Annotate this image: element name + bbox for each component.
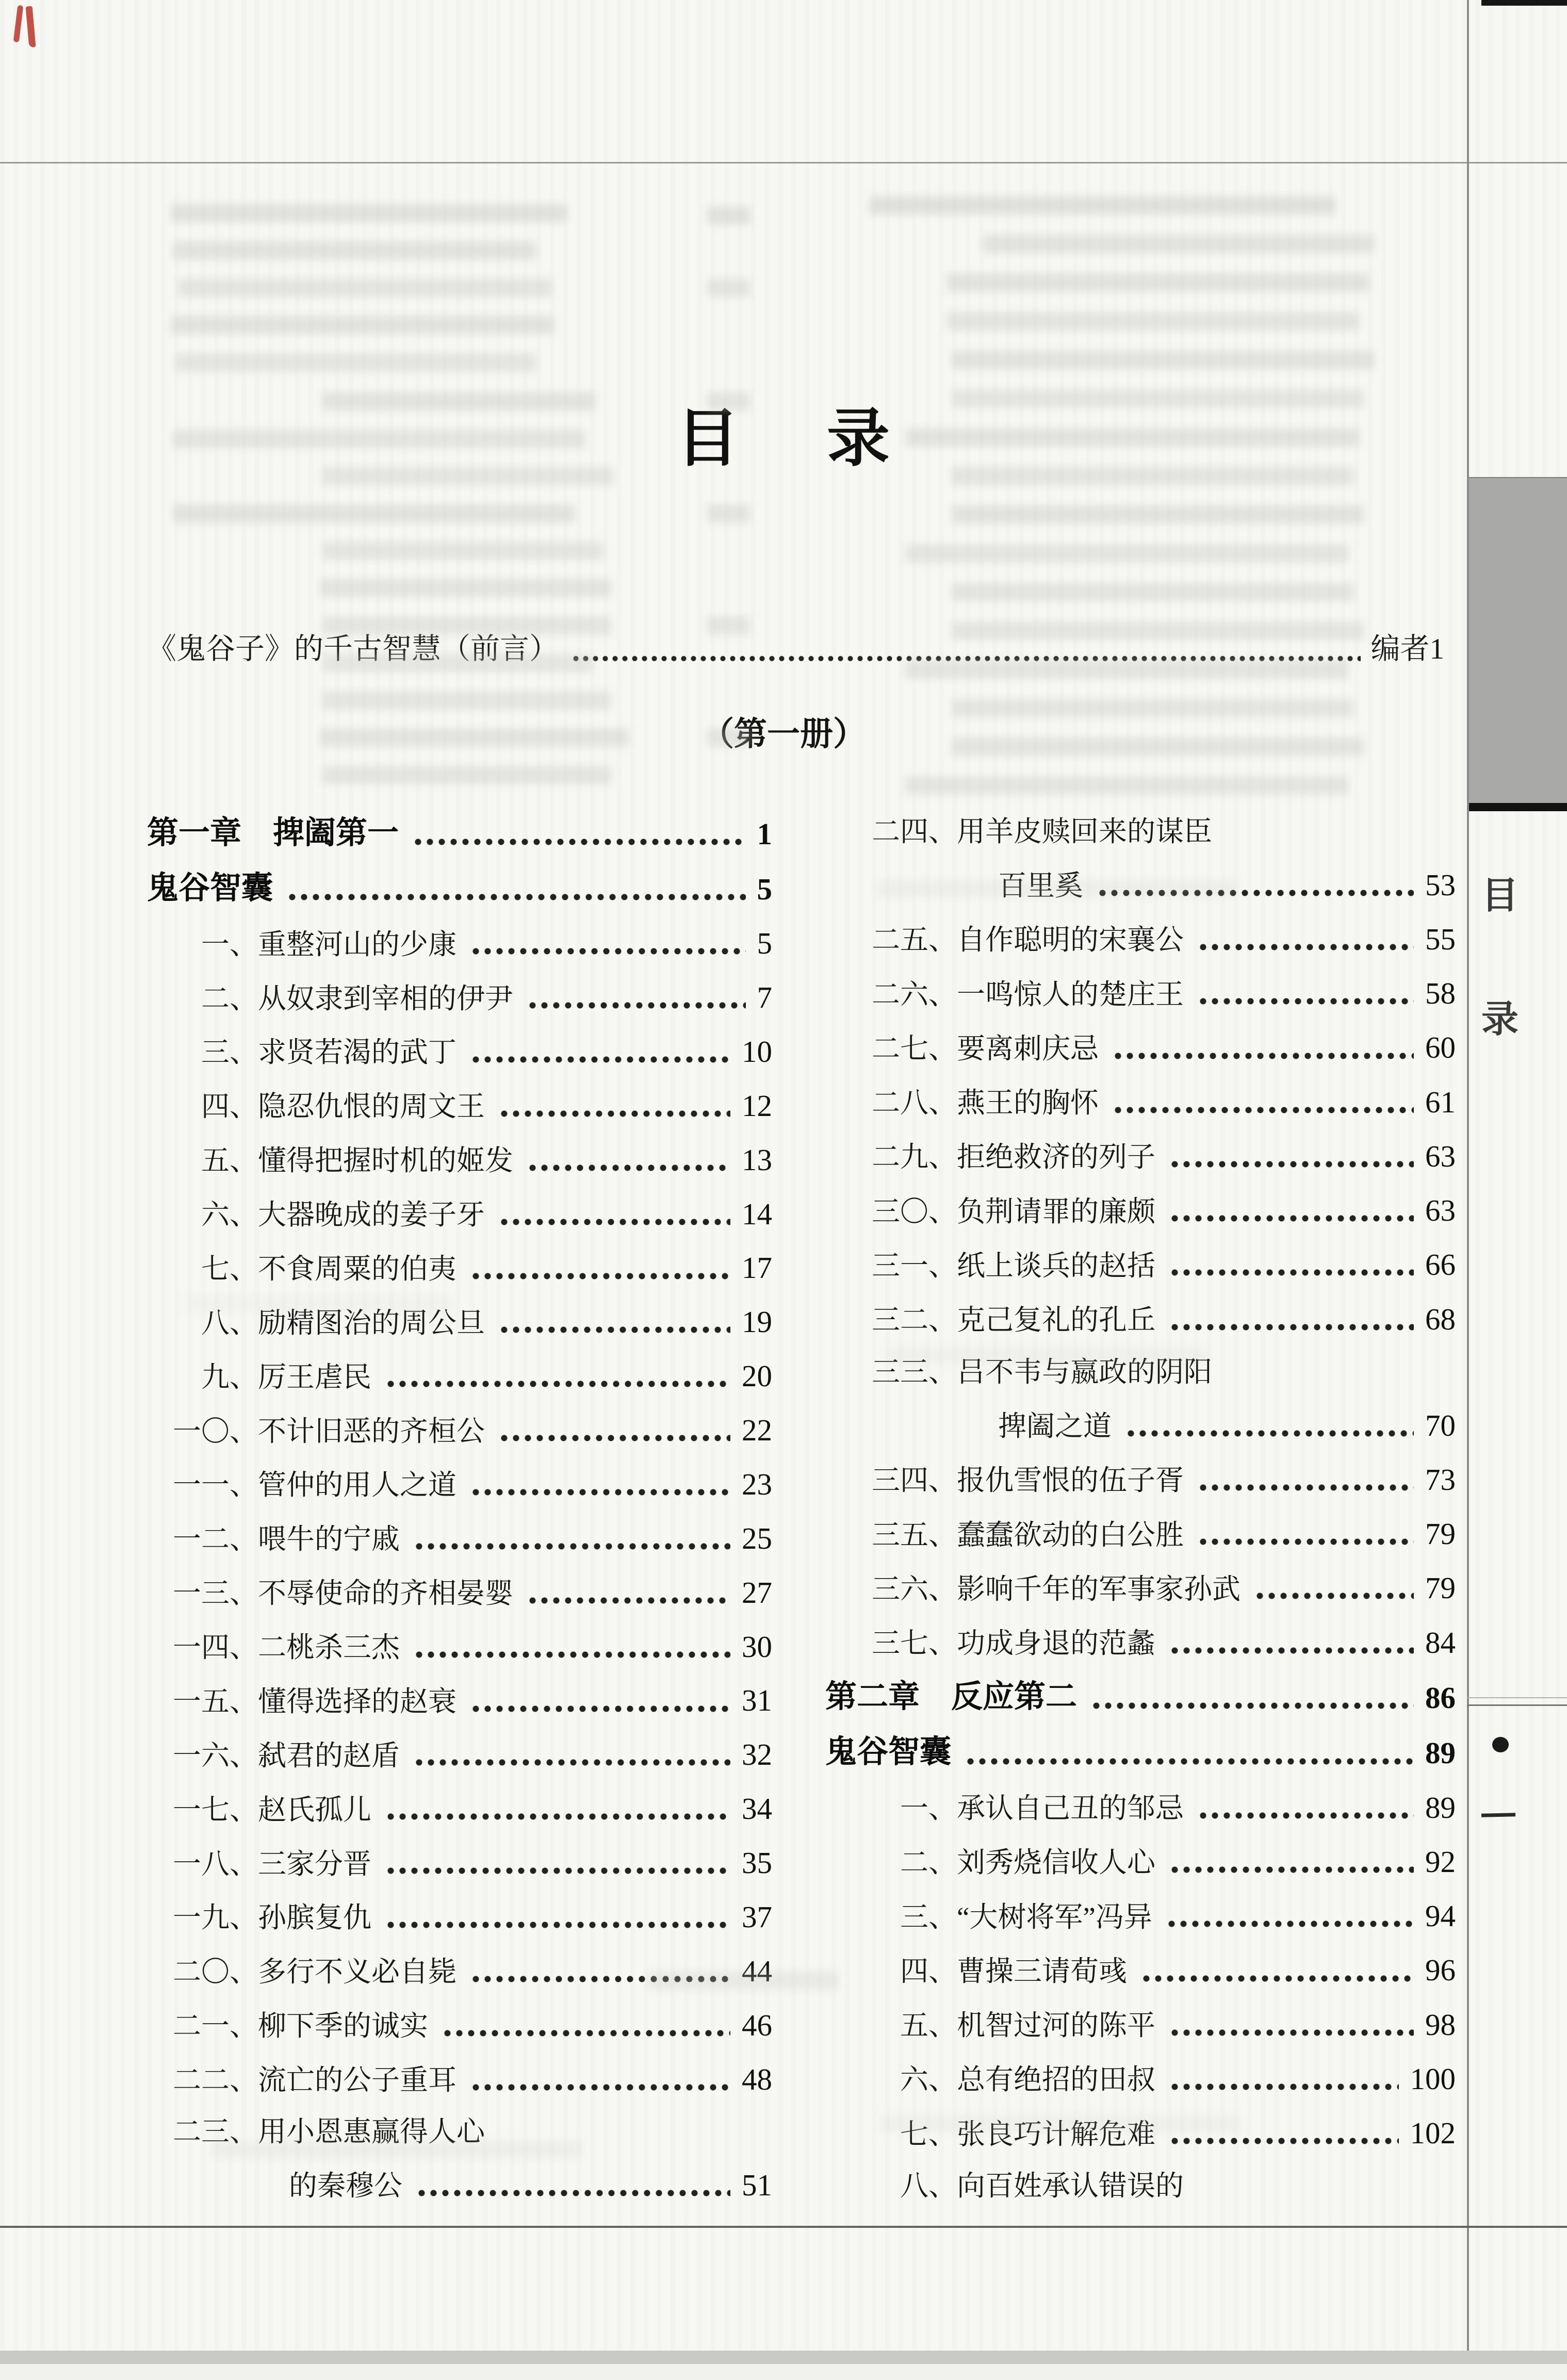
toc-page-number: 19 xyxy=(742,1305,772,1339)
dot-leader xyxy=(1197,1537,1414,1546)
bleedthrough-ghost-text xyxy=(178,278,552,297)
bleedthrough-ghost-text xyxy=(869,196,1336,215)
bleedthrough-ghost-text xyxy=(707,206,750,225)
dot-leader xyxy=(1197,997,1414,1006)
page-top-edge-line xyxy=(0,162,1567,163)
toc-row xyxy=(825,1571,1456,1605)
margin-rule-line xyxy=(1467,1697,1567,1698)
toc-entry-title: 二桃杀三杰 xyxy=(258,1632,400,1664)
toc-row xyxy=(147,1630,772,1664)
toc-row xyxy=(825,816,1456,848)
bleedthrough-ghost-text xyxy=(320,579,611,597)
dot-leader xyxy=(385,1921,730,1929)
toc-page-number: 84 xyxy=(1425,1625,1456,1660)
dot-leader xyxy=(527,1596,730,1605)
toc-page-number: 60 xyxy=(1425,1030,1456,1065)
toc-page-number: 73 xyxy=(1425,1462,1456,1497)
toc-entry-number: 二七、 xyxy=(871,1032,957,1064)
bleedthrough-ghost-text xyxy=(952,505,1364,524)
toc-row xyxy=(147,2008,772,2042)
margin-vertical-title-char: 目 xyxy=(1481,875,1519,916)
toc-entry-title: 要离刺庆忌 xyxy=(957,1032,1099,1064)
toc-row xyxy=(147,980,772,1014)
toc-entry-title: 捭阖之道 xyxy=(998,1410,1112,1442)
dot-leader xyxy=(1254,1591,1414,1600)
toc-page-number: 31 xyxy=(742,1683,772,1718)
toc-row xyxy=(825,1953,1456,1987)
toc-entry-number: 三五、 xyxy=(871,1519,957,1551)
dot-leader xyxy=(527,1163,730,1172)
toc-entry-title: 隐忍仇恨的周文王 xyxy=(258,1091,485,1123)
toc-page-number: 92 xyxy=(1425,1844,1456,1879)
toc-page-number: 79 xyxy=(1425,1571,1456,1605)
toc-entry-number: 二二、 xyxy=(172,2064,258,2096)
toc-entry-number: 五、 xyxy=(900,2010,957,2042)
toc-entry-number: 一二、 xyxy=(172,1523,258,1555)
toc-entry-number: 六、 xyxy=(201,1199,258,1231)
toc-entry-title: 第二章 反应第二 xyxy=(825,1679,1078,1714)
toc-row xyxy=(147,2116,772,2148)
toc-entry-title: 不辱使命的齐相晏婴 xyxy=(258,1578,514,1610)
toc-entry-number: 一三、 xyxy=(172,1578,258,1610)
toc-row xyxy=(825,1463,1456,1497)
toc-row xyxy=(147,871,772,906)
toc-page-number: 5 xyxy=(757,926,772,961)
bleedthrough-ghost-text xyxy=(946,312,1359,331)
dot-leader xyxy=(1097,889,1414,897)
toc-entry-number: 四、 xyxy=(201,1091,258,1123)
toc-entry-number: 九、 xyxy=(201,1361,258,1393)
toc-entry-number: 三、 xyxy=(900,1901,957,1933)
toc-page-number: 61 xyxy=(1425,1085,1456,1119)
toc-row xyxy=(147,926,772,960)
toc-entry-title: 求贤若渴的武丁 xyxy=(258,1037,457,1069)
toc-entry-number: 七、 xyxy=(201,1253,258,1285)
dot-leader xyxy=(1125,1429,1414,1438)
dot-leader xyxy=(413,1542,730,1551)
dot-leader xyxy=(385,1380,730,1388)
red-pen-mark xyxy=(13,5,24,43)
dot-leader xyxy=(470,1704,730,1713)
toc-page-number: 89 xyxy=(1425,1790,1456,1825)
toc-page-number: 14 xyxy=(742,1196,772,1231)
toc-row xyxy=(147,1305,772,1339)
dot-leader xyxy=(965,1757,1414,1766)
toc-page-number: 66 xyxy=(1425,1248,1456,1282)
toc-entry-number: 一、 xyxy=(201,928,258,960)
toc-page-number: 55 xyxy=(1425,922,1456,956)
bleedthrough-ghost-text xyxy=(707,504,750,523)
toc-row xyxy=(825,1302,1456,1336)
toc-entry-title: 功成身退的范蠡 xyxy=(957,1628,1156,1660)
toc-row xyxy=(825,1680,1456,1715)
toc-entry-title: 懂得选择的赵衰 xyxy=(258,1685,457,1717)
dot-leader xyxy=(1169,2137,1398,2145)
toc-row xyxy=(825,1899,1456,1933)
toc-page-number: 20 xyxy=(742,1359,772,1393)
toc-page-number: 7 xyxy=(757,980,772,1015)
bleedthrough-ghost-text xyxy=(173,504,575,523)
margin-vertical-title-char: 录 xyxy=(1481,999,1519,1040)
dot-leader xyxy=(1197,1483,1414,1492)
scan-bottom-area xyxy=(0,2364,1567,2380)
toc-page-number: 10 xyxy=(742,1034,772,1069)
toc-page-number: 17 xyxy=(742,1251,772,1285)
dot-leader xyxy=(1197,1811,1414,1820)
toc-page-number: 13 xyxy=(742,1142,772,1177)
dot-leader xyxy=(498,1218,730,1226)
toc-entry-number: 三四、 xyxy=(871,1465,957,1497)
toc-row xyxy=(825,1030,1456,1064)
toc-entry-number: 三六、 xyxy=(871,1573,957,1605)
toc-row xyxy=(147,1035,772,1069)
preface-row xyxy=(147,625,1444,667)
toc-entry-title: 负荆请罪的廉颇 xyxy=(957,1195,1156,1227)
toc-entry-title: 承认自己丑的邹忌 xyxy=(957,1793,1184,1825)
toc-row xyxy=(147,1900,772,1934)
toc-row xyxy=(825,976,1456,1010)
dot-leader xyxy=(1112,1052,1414,1060)
dot-leader xyxy=(1090,1701,1414,1710)
toc-entry-number: 二、 xyxy=(201,982,258,1014)
toc-row xyxy=(825,1139,1456,1173)
toc-page-number: 53 xyxy=(1425,867,1456,902)
toc-row xyxy=(825,1735,1456,1770)
scan-corner-strip xyxy=(1481,0,1567,6)
toc-entry-number: 二〇、 xyxy=(172,1956,258,1988)
dot-leader xyxy=(385,1812,730,1821)
toc-row xyxy=(825,922,1456,956)
toc-entry-number: 二八、 xyxy=(871,1087,957,1119)
toc-page-number: 46 xyxy=(742,2008,772,2042)
toc-entry-number: 八、 xyxy=(201,1307,258,1339)
margin-page-marker xyxy=(1481,1813,1515,1817)
dot-leader xyxy=(442,2029,730,2038)
dot-leader xyxy=(1169,2082,1398,2091)
dot-leader xyxy=(416,2189,730,2197)
toc-row xyxy=(147,816,772,851)
toc-row xyxy=(147,1143,772,1177)
toc-entry-number: 一一、 xyxy=(172,1469,258,1501)
toc-page-number: 96 xyxy=(1425,1953,1456,1988)
toc-row xyxy=(147,1413,772,1447)
dot-leader xyxy=(498,1434,730,1442)
toc-entry-title: 赵氏孤儿 xyxy=(258,1794,372,1826)
toc-entry-title: 自作聪明的宋襄公 xyxy=(957,924,1184,956)
toc-row xyxy=(147,1575,772,1610)
toc-row xyxy=(825,1845,1456,1879)
toc-entry-title: 影响千年的军事家孙武 xyxy=(957,1573,1241,1605)
toc-row xyxy=(825,868,1456,902)
toc-entry-title: 克己复礼的孔丘 xyxy=(957,1304,1156,1336)
toc-page-number: 25 xyxy=(742,1521,772,1555)
toc-row xyxy=(147,1683,772,1717)
toc-entry-number: 一四、 xyxy=(172,1632,258,1664)
dot-leader xyxy=(1140,1974,1414,1983)
toc-entry-title: 喂牛的宁戚 xyxy=(258,1523,400,1555)
page-title-char: 目 xyxy=(676,404,740,474)
toc-column-left xyxy=(147,816,772,2202)
toc-entry-title: 三家分晋 xyxy=(258,1848,372,1880)
toc-page-number: 68 xyxy=(1425,1302,1456,1336)
toc-entry-title: 一鸣惊人的楚庄王 xyxy=(957,978,1184,1010)
toc-entry-number: 八、 xyxy=(900,2170,957,2202)
bleedthrough-ghost-text xyxy=(173,241,536,260)
preface-page-number: 编者1 xyxy=(1370,633,1444,665)
toc-page-number: 22 xyxy=(742,1413,772,1448)
margin-bullet-dot xyxy=(1492,1737,1509,1752)
toc-row xyxy=(825,1085,1456,1119)
toc-row xyxy=(147,1846,772,1880)
bleedthrough-ghost-text xyxy=(905,776,1349,795)
toc-entry-title: 从奴隶到宰相的伊尹 xyxy=(258,982,514,1014)
toc-entry-number: 三七、 xyxy=(871,1628,957,1660)
toc-entry-title: 多行不义必自毙 xyxy=(258,1956,457,1988)
toc-page-number: 34 xyxy=(742,1792,772,1826)
toc-entry-title: 曹操三请荀彧 xyxy=(957,1955,1128,1987)
toc-row xyxy=(147,1467,772,1501)
dot-leader xyxy=(571,655,1361,662)
toc-entry-title: 柳下季的诚实 xyxy=(258,2010,429,2042)
toc-entry-number: 三二、 xyxy=(871,1304,957,1336)
toc-column-right xyxy=(825,816,1456,2202)
toc-entry-number: 三一、 xyxy=(871,1250,957,1282)
toc-page-number: 30 xyxy=(742,1629,772,1664)
toc-page-number: 12 xyxy=(742,1088,772,1123)
toc-entry-title: 弑君的赵盾 xyxy=(258,1739,400,1771)
toc-row xyxy=(825,1791,1456,1825)
preface-label: 《鬼谷子》的千古智慧（前言） xyxy=(147,633,559,665)
toc-page-number: 94 xyxy=(1425,1899,1456,1933)
toc-row xyxy=(825,1356,1456,1388)
dot-leader xyxy=(470,1975,730,1983)
toc-entry-number: 一〇、 xyxy=(172,1415,258,1447)
toc-row xyxy=(825,1408,1456,1442)
dot-leader xyxy=(498,1109,730,1118)
toc-entry-title: 励精图治的周公旦 xyxy=(258,1307,485,1339)
toc-row xyxy=(825,2008,1456,2042)
toc-entry-number: 二五、 xyxy=(871,924,957,956)
dot-leader xyxy=(412,838,745,846)
toc-entry-number: 二、 xyxy=(900,1847,957,1879)
toc-entry-number: 一九、 xyxy=(172,1902,258,1934)
toc-entry-title: 的秦穆公 xyxy=(289,2170,403,2202)
page-bottom-edge xyxy=(0,2351,1567,2364)
toc-page-number: 70 xyxy=(1425,1408,1456,1442)
toc-page-number: 102 xyxy=(1410,2116,1456,2151)
toc-row xyxy=(147,1792,772,1826)
toc-entry-title: 用羊皮赎回来的谋臣 xyxy=(957,816,1213,847)
toc-row xyxy=(147,1521,772,1555)
dot-leader xyxy=(413,1758,730,1767)
dot-leader xyxy=(1166,1919,1414,1928)
toc-entry-title: 燕王的胸怀 xyxy=(957,1087,1099,1119)
bleedthrough-ghost-text xyxy=(952,583,1354,601)
toc-entry-number: 一七、 xyxy=(172,1794,258,1826)
toc-row xyxy=(147,1197,772,1231)
bleedthrough-ghost-text xyxy=(322,691,611,710)
page-bottom-rule xyxy=(0,2226,1567,2228)
dot-leader xyxy=(1169,1268,1414,1277)
dot-leader xyxy=(1169,2028,1414,2037)
toc-entry-title: 流亡的公子重耳 xyxy=(258,2064,457,2096)
toc-entry-title: 百里奚 xyxy=(998,870,1084,902)
toc-entry-title: 不食周粟的伯夷 xyxy=(258,1253,457,1285)
toc-entry-title: 总有绝招的田叔 xyxy=(957,2064,1156,2096)
page-title xyxy=(0,388,1567,478)
toc-entry-title: 不计旧恶的齐桓公 xyxy=(258,1415,485,1447)
toc-row xyxy=(825,2170,1456,2202)
toc-page-number: 1 xyxy=(757,817,772,851)
toc-row xyxy=(825,1626,1456,1660)
toc-entry-number: 二六、 xyxy=(871,978,957,1010)
toc-entry-title: 报仇雪恨的伍子胥 xyxy=(957,1465,1184,1497)
toc-row xyxy=(147,1251,772,1285)
toc-entry-title: 孙膑复仇 xyxy=(258,1902,372,1934)
toc-entry-title: 厉王虐民 xyxy=(258,1361,372,1393)
toc-page-number: 86 xyxy=(1425,1681,1456,1715)
toc-page-number: 51 xyxy=(742,2168,772,2202)
toc-row xyxy=(147,1737,772,1771)
toc-page-number: 32 xyxy=(742,1737,772,1772)
toc-page-number: 37 xyxy=(742,1899,772,1934)
bleedthrough-ghost-text xyxy=(170,316,554,334)
toc-page-number: 79 xyxy=(1425,1517,1456,1551)
toc-page-number: 98 xyxy=(1425,2007,1456,2042)
toc-page-number: 58 xyxy=(1425,976,1456,1011)
toc-entry-number: 一八、 xyxy=(172,1848,258,1880)
toc-entry-title: 鬼谷智囊 xyxy=(147,871,273,906)
toc-entry-title: 机智过河的陈平 xyxy=(957,2010,1156,2042)
toc-page-number: 89 xyxy=(1425,1736,1456,1770)
bleedthrough-ghost-text xyxy=(175,353,536,372)
toc-entry-number: 一六、 xyxy=(172,1739,258,1771)
dot-leader xyxy=(1112,1106,1414,1114)
bleedthrough-ghost-text xyxy=(707,278,750,297)
toc-entry-number: 五、 xyxy=(201,1145,258,1177)
toc-entry-title: 拒绝救济的列子 xyxy=(957,1141,1156,1173)
toc-entry-title: “大树将军”冯异 xyxy=(957,1901,1152,1933)
bleedthrough-ghost-text xyxy=(946,273,1369,292)
toc-page-number: 48 xyxy=(742,2062,772,2096)
dot-leader xyxy=(385,1866,730,1875)
dot-leader xyxy=(527,1001,745,1010)
bleedthrough-ghost-text xyxy=(322,766,611,784)
dot-leader xyxy=(470,947,745,956)
toc-entry-title: 管仲的用人之道 xyxy=(258,1469,457,1501)
dot-leader xyxy=(1169,1646,1414,1655)
toc-row xyxy=(825,1193,1456,1227)
toc-entry-number: 二四、 xyxy=(871,816,957,847)
toc-entry-number: 四、 xyxy=(900,1955,957,1987)
toc-row xyxy=(825,1517,1456,1551)
toc-entry-number: 二三、 xyxy=(172,2116,258,2148)
page-title-char: 录 xyxy=(827,404,891,474)
toc-entry-number: 三、 xyxy=(201,1037,258,1069)
toc-entry-number: 三〇、 xyxy=(871,1195,957,1227)
toc-entry-title: 吕不韦与嬴政的阴阳 xyxy=(957,1356,1213,1388)
toc-entry-number: 一、 xyxy=(900,1793,957,1825)
toc-page-number: 5 xyxy=(757,872,772,907)
toc-entry-number: 三三、 xyxy=(871,1356,957,1388)
toc-row xyxy=(147,1359,772,1393)
toc-row xyxy=(825,2062,1456,2096)
toc-entry-title: 张良巧计解危难 xyxy=(957,2118,1156,2150)
toc-entry-title: 重整河山的少康 xyxy=(258,928,457,960)
toc-page-number: 63 xyxy=(1425,1139,1456,1173)
bleedthrough-ghost-text xyxy=(952,351,1375,369)
toc-row xyxy=(147,1954,772,1988)
dot-leader xyxy=(1169,1323,1414,1332)
page-spine-line xyxy=(1467,0,1469,2380)
dot-leader xyxy=(470,2083,730,2092)
toc-page-number: 100 xyxy=(1410,2061,1456,2096)
bleedthrough-ghost-text xyxy=(905,544,1349,563)
toc-row xyxy=(147,1089,772,1123)
toc-entry-title: 纸上谈兵的赵括 xyxy=(957,1250,1156,1282)
dot-leader xyxy=(413,1650,730,1659)
toc-entry-number: 六、 xyxy=(900,2064,957,2096)
toc-row xyxy=(825,2116,1456,2150)
margin-gray-block xyxy=(1469,477,1567,811)
toc-page-number: 44 xyxy=(742,1954,772,1988)
bleedthrough-ghost-text xyxy=(983,235,1375,253)
dot-leader xyxy=(470,1272,730,1281)
toc-page-number: 63 xyxy=(1425,1193,1456,1228)
toc-entry-number: 二一、 xyxy=(172,2010,258,2042)
bleedthrough-ghost-text xyxy=(170,204,567,222)
toc-row xyxy=(825,1248,1456,1282)
toc-entry-number: 二九、 xyxy=(871,1141,957,1173)
toc-entry-title: 用小恩惠赢得人心 xyxy=(258,2116,485,2148)
toc-row xyxy=(147,2062,772,2096)
margin-rule-line xyxy=(1467,1704,1567,1706)
dot-leader xyxy=(286,893,745,901)
toc-entry-title: 刘秀烧信收人心 xyxy=(957,1847,1156,1879)
toc-entry-number: 一五、 xyxy=(172,1685,258,1717)
toc-page-number: 27 xyxy=(742,1575,772,1610)
dot-leader xyxy=(1169,1160,1414,1169)
bleedthrough-ghost-text xyxy=(322,541,603,560)
dot-leader xyxy=(470,1488,730,1497)
toc-entry-title: 大器晚成的姜子牙 xyxy=(258,1199,485,1231)
red-pen-mark xyxy=(26,6,36,48)
dot-leader xyxy=(1197,943,1414,951)
dot-leader xyxy=(470,1055,730,1064)
toc-page-number: 35 xyxy=(742,1846,772,1880)
volume-heading: （第一册） xyxy=(701,716,866,752)
dot-leader xyxy=(1169,1214,1414,1223)
dot-leader xyxy=(498,1325,730,1334)
toc-entry-title: 鬼谷智囊 xyxy=(825,1735,952,1770)
toc-row xyxy=(147,2168,772,2202)
dot-leader xyxy=(1169,1865,1414,1874)
toc-entry-number: 七、 xyxy=(900,2118,957,2150)
toc-entry-title: 第一章 捭阖第一 xyxy=(147,816,399,850)
toc-entry-title: 蠢蠢欲动的白公胜 xyxy=(957,1519,1184,1551)
toc-entry-title: 懂得把握时机的姬发 xyxy=(258,1145,514,1177)
toc-page-number: 23 xyxy=(742,1467,772,1501)
toc-entry-title: 向百姓承认错误的 xyxy=(957,2170,1184,2202)
